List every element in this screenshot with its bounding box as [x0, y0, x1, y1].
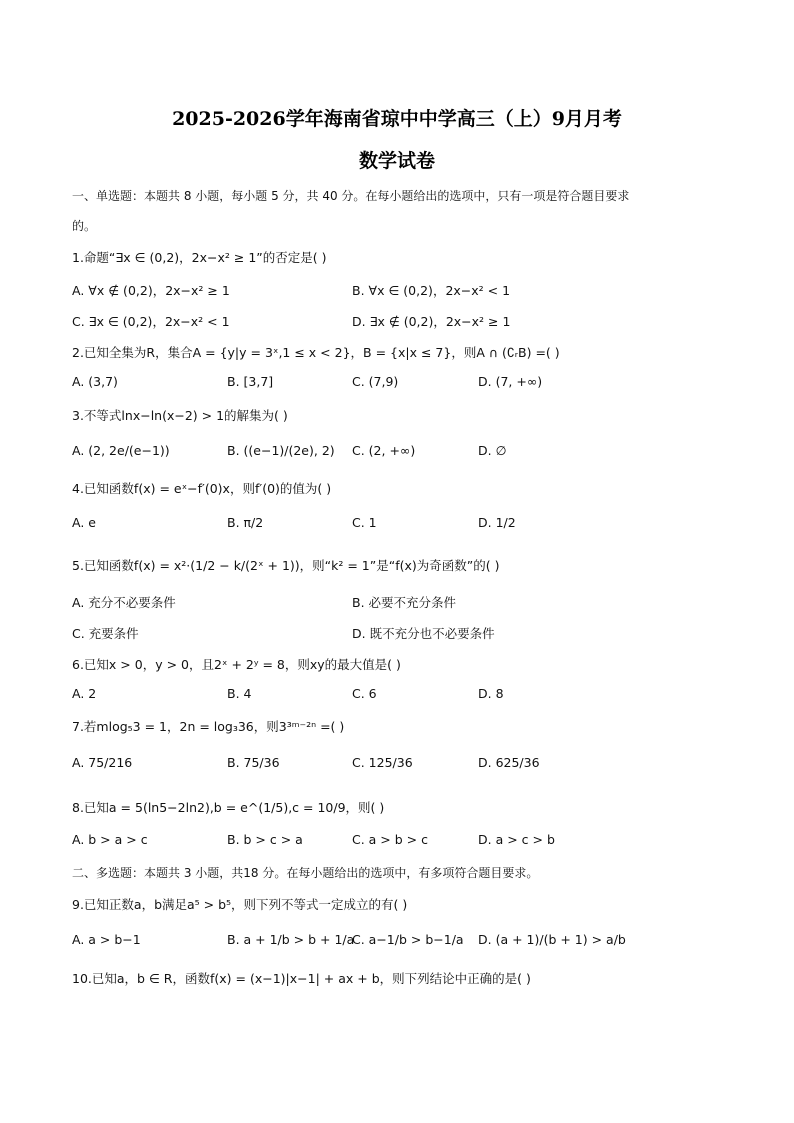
question-stem: 3.不等式lnx−ln(x−2) > 1的解集为( )	[72, 408, 288, 423]
option-c: C. a > b > c	[352, 832, 428, 847]
option-b: B. b > c > a	[227, 832, 303, 847]
option-c: C. (2, +∞)	[352, 443, 416, 458]
question-stem: 2.已知全集为R，集合A = {y|y = 3ˣ,1 ≤ x < 2}，B = {x|x ≤ 7}，则A ∩ (∁ᵣB) =( )	[72, 345, 560, 360]
option-b: B. 必要不充分条件	[352, 595, 457, 610]
exam-subtitle: 数学试卷	[358, 150, 435, 172]
option-b: B. 4	[227, 686, 252, 701]
question-stem: 7.若mlog₅3 = 1，2n = log₃36，则3³ᵐ⁻²ⁿ =( )	[72, 719, 345, 734]
option-c: C. 6	[352, 686, 377, 701]
option-a: A. 充分不必要条件	[72, 595, 176, 610]
question-stem: 4.已知函数f(x) = eˣ−f′(0)x，则f′(0)的值为( )	[72, 481, 332, 496]
option-b: B. ((e−1)/(2e), 2)	[227, 443, 335, 458]
option-d: D. ∅	[478, 443, 507, 458]
question-stem: 1.命题“∃x ∈ (0,2)，2x−x² ≥ 1”的否定是( )	[72, 250, 327, 265]
section2-heading: 二、多选题：本题共 3 小题，共18 分。在每小题给出的选项中，有多项符合题目要求。	[72, 866, 539, 880]
option-a: A. 2	[72, 686, 97, 701]
option-a: A. (2, 2e/(e−1))	[72, 443, 170, 458]
option-d: D. 既不充分也不必要条件	[352, 626, 495, 641]
option-b: B. a + 1/b > b + 1/a	[227, 932, 355, 947]
option-a: A. ∀x ∉ (0,2)，2x−x² ≥ 1	[72, 283, 230, 298]
exam-title: 2025-2026学年海南省琼中中学高三（上）9月月考	[172, 108, 622, 130]
option-c: C. 1	[352, 515, 377, 530]
option-a: A. a > b−1	[72, 932, 141, 947]
option-a: A. (3,7)	[72, 374, 118, 389]
section1-heading-cont: 的。	[72, 219, 97, 233]
question-stem: 6.已知x > 0，y > 0，且2ˣ + 2ʸ = 8，则xy的最大值是( )	[72, 657, 401, 672]
option-a: A. 75/216	[72, 755, 133, 770]
option-a: A. e	[72, 515, 96, 530]
option-d: D. (a + 1)/(b + 1) > a/b	[478, 932, 626, 947]
question-stem: 9.已知正数a，b满足a⁵ > b⁵，则下列不等式一定成立的有( )	[72, 897, 408, 912]
option-d: D. 1/2	[478, 515, 516, 530]
option-d: D. ∃x ∉ (0,2)，2x−x² ≥ 1	[352, 314, 511, 329]
option-c: C. (7,9)	[352, 374, 399, 389]
option-d: D. (7, +∞)	[478, 374, 543, 389]
option-c: C. ∃x ∈ (0,2)，2x−x² < 1	[72, 314, 230, 329]
option-b: B. [3,7]	[227, 374, 274, 389]
question-stem: 8.已知a = 5(ln5−2ln2),b = e^(1/5),c = 10/9，则( )	[72, 800, 385, 815]
option-b: B. π/2	[227, 515, 264, 530]
question-stem: 10.已知a，b ∈ R，函数f(x) = (x−1)|x−1| + ax + b，则下列结论中正确的是( )	[72, 971, 531, 986]
option-c: C. 充要条件	[72, 626, 139, 641]
option-c: C. 125/36	[352, 755, 413, 770]
section1-heading: 一、单选题：本题共 8 小题，每小题 5 分，共 40 分。在每小题给出的选项中，只有一项是符合题目要求	[72, 189, 630, 203]
option-b: B. 75/36	[227, 755, 280, 770]
option-d: D. 625/36	[478, 755, 540, 770]
option-c: C. a−1/b > b−1/a	[352, 932, 464, 947]
option-b: B. ∀x ∈ (0,2)，2x−x² < 1	[352, 283, 511, 298]
option-a: A. b > a > c	[72, 832, 148, 847]
question-stem: 5.已知函数f(x) = x²·(1/2 − k/(2ˣ + 1))，则“k² = 1”是“f(x)为奇函数”的( )	[72, 558, 500, 573]
option-d: D. 8	[478, 686, 504, 701]
option-d: D. a > c > b	[478, 832, 555, 847]
